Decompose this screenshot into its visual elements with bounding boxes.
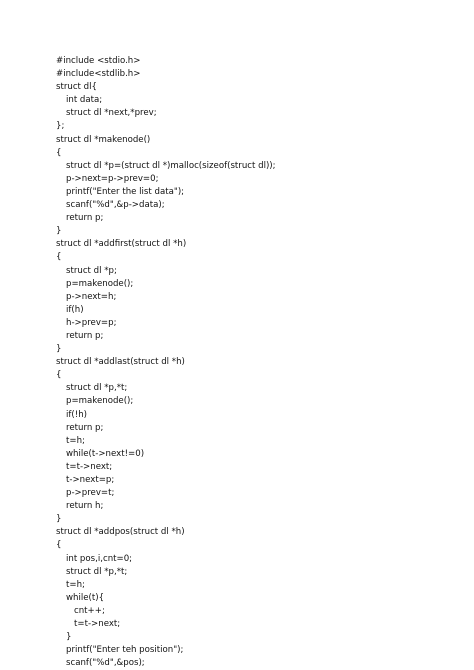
code-line: { [56, 370, 62, 381]
code-line: p=makenode(); [66, 278, 134, 289]
code-line: p->next=h; [66, 291, 117, 302]
code-line: struct dl *addlast(struct dl *h) [56, 357, 185, 368]
code-line: struct dl *next,*prev; [66, 108, 157, 119]
code-line: } [56, 514, 62, 525]
code-line: if(!h) [66, 409, 88, 420]
code-line: } [56, 226, 62, 237]
code-line: t=h; [66, 579, 85, 590]
code-listing [56, 55, 456, 670]
code-line: struct dl{ [56, 82, 97, 93]
code-line: scanf("%d",&pos); [66, 658, 145, 669]
code-line: struct dl *p,*t; [66, 566, 128, 577]
code-line: cnt++; [74, 605, 105, 616]
code-line: struct dl *p,*t; [66, 383, 128, 394]
code-line: return h; [66, 501, 104, 512]
code-line: printf("Enter teh position"); [66, 645, 184, 656]
code-line: #include <stdio.h> [56, 56, 141, 66]
code-line: struct dl *makenode() [56, 134, 151, 145]
code-line: while(t->next!=0) [66, 448, 145, 459]
code-line: if(h) [66, 304, 84, 315]
code-line: struct dl *p; [66, 265, 117, 276]
code-line: t->next=p; [66, 475, 115, 485]
code-line: printf("Enter the list data"); [66, 186, 185, 197]
code-line: t=t->next; [74, 619, 121, 630]
code-line: } [56, 344, 62, 355]
code-line: struct dl *p=(struct dl *)malloc(sizeof(struct dl)); [66, 160, 276, 171]
code-line: return p; [66, 330, 104, 341]
code-line: return p; [66, 422, 104, 433]
code-line: #include<stdlib.h> [56, 69, 141, 80]
code-line: struct dl *addfirst(struct dl *h) [56, 239, 187, 250]
code-line: }; [56, 121, 65, 132]
code-line: { [56, 147, 62, 158]
code-line: { [56, 252, 62, 263]
code-line: p=makenode(); [66, 396, 134, 407]
code-line: int pos,i,cnt=0; [66, 553, 133, 564]
code-line: while(t){ [66, 592, 105, 603]
code-line: t=h; [66, 435, 85, 446]
code-line: int data; [66, 95, 103, 106]
code-line: } [66, 632, 72, 643]
code-line: p->next=p->prev=0; [66, 173, 159, 184]
code-line: { [56, 540, 62, 551]
code-line: struct dl *addpos(struct dl *h) [56, 527, 185, 538]
code-line: return p; [66, 213, 104, 224]
code-line: h->prev=p; [66, 317, 117, 328]
code-line: p->prev=t; [66, 488, 115, 499]
code-line: t=t->next; [66, 461, 113, 472]
code-line: scanf("%d",&p->data); [66, 200, 165, 211]
